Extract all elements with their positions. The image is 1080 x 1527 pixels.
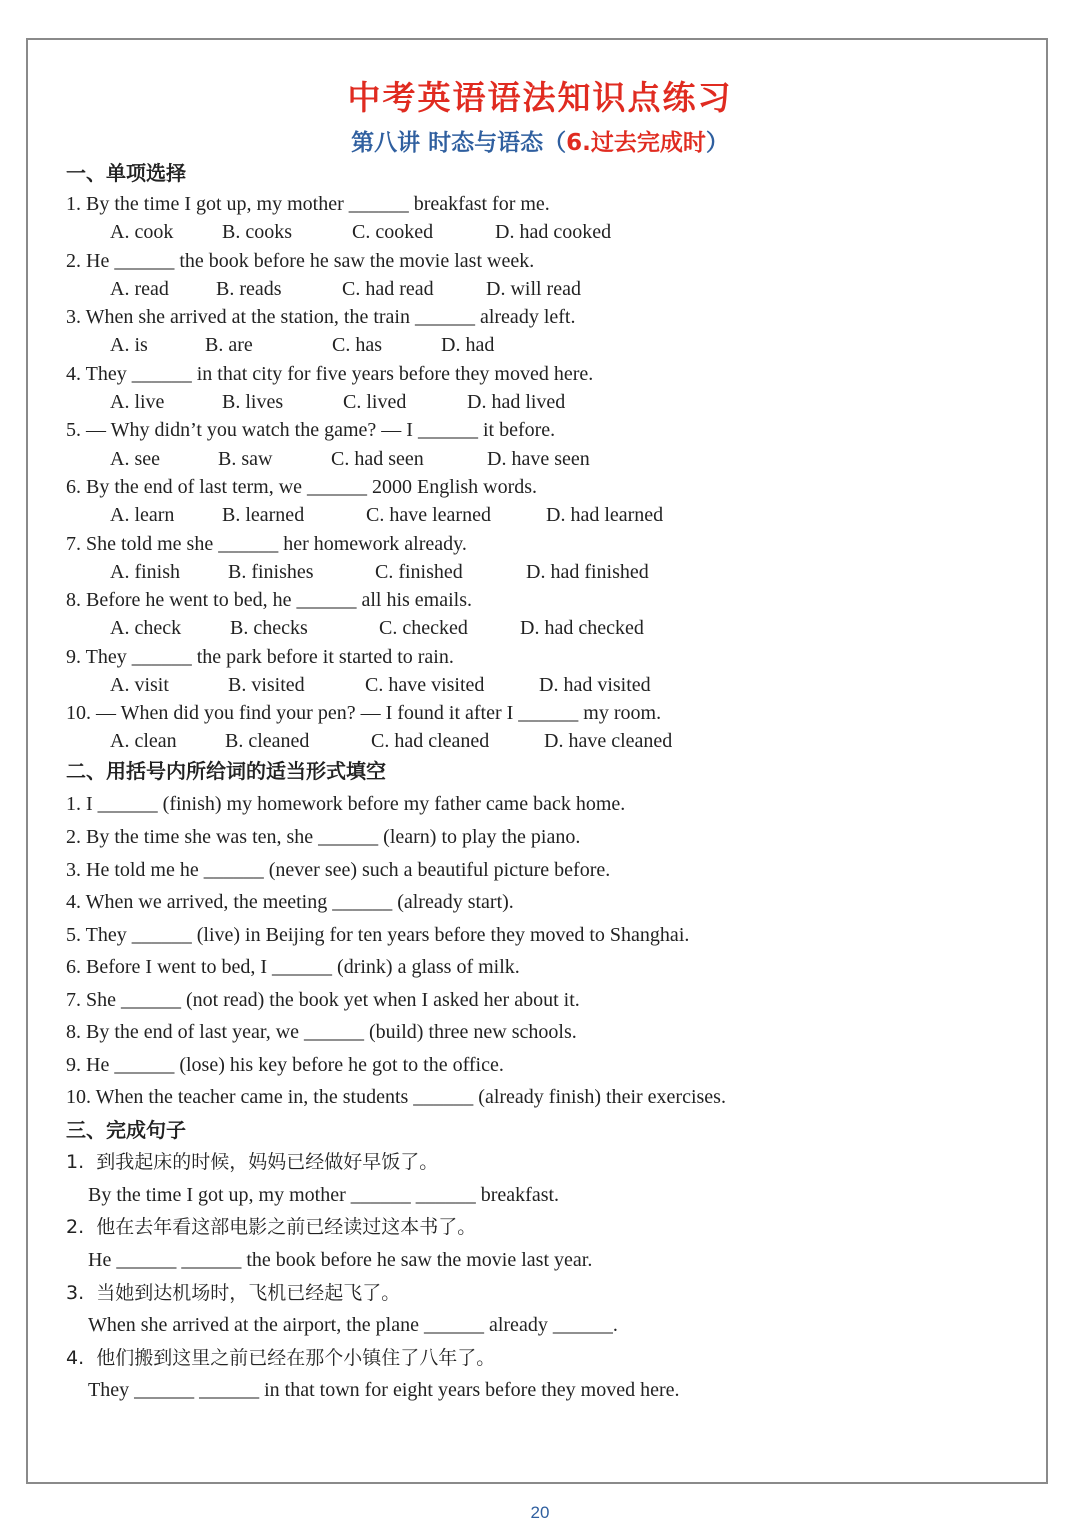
page-subtitle [0,124,1080,157]
subtitle-topic: 6.过去完成时 [566,130,706,156]
mc-question: 10. — When did you find your pen? — I found it after I ______ my room. [66,702,662,724]
english-sentence: He ______ ______ the book before he saw the movie last year. [88,1249,593,1271]
mc-question: 4. They ______ in that city for five years before they moved here. [66,363,594,385]
option-a: A. finish [110,561,180,583]
option-b: B. learned [222,504,305,526]
option-c: C. finished [375,561,463,583]
option-a: A. is [110,334,148,356]
option-b: B. visited [228,674,305,696]
option-b: B. lives [222,391,284,413]
mc-question: 5. — Why didn’t you watch the game? — I ______ it before. [66,419,556,441]
option-d: D. had learned [546,504,664,526]
option-b: B. are [205,334,253,356]
chinese-sentence: 2. 他在去年看这部电影之前已经读过这本书了。 [66,1216,477,1238]
option-a: A. see [110,448,160,470]
option-c: C. had cleaned [371,730,490,752]
option-d: D. have seen [487,448,590,470]
mc-question: 8. Before he went to bed, he ______ all his emails. [66,589,473,611]
option-a: A. learn [110,504,175,526]
option-b: B. cleaned [225,730,310,752]
option-a: A. cook [110,221,174,243]
option-b: B. finishes [228,561,314,583]
option-d: D. had lived [467,391,566,413]
fill-item: 3. He told me he ______ (never see) such a beautiful picture before. [66,859,611,881]
option-d: D. have cleaned [544,730,673,752]
mc-question: 9. They ______ the park before it started to rain. [66,646,454,668]
option-c: C. have visited [365,674,485,696]
mc-question: 3. When she arrived at the station, the train ______ already left. [66,306,576,328]
option-c: C. had read [342,278,434,300]
option-d: D. had cooked [495,221,612,243]
fill-item: 1. I ______ (finish) my homework before my father came back home. [66,793,626,815]
option-c: C. have learned [366,504,491,526]
chinese-sentence: 1. 到我起床的时候，妈妈已经做好早饭了。 [66,1151,439,1173]
mc-question: 7. She told me she ______ her homework already. [66,533,467,555]
option-a: A. clean [110,730,177,752]
option-d: D. had checked [520,617,644,639]
option-b: B. checks [230,617,308,639]
subtitle-lecture: 第八讲 时态与语态（ [351,130,567,156]
option-a: A. read [110,278,169,300]
fill-item: 6. Before I went to bed, I ______ (drink) a glass of milk. [66,956,520,978]
page-number: 20 [530,1503,550,1522]
option-d: D. had visited [539,674,651,696]
english-sentence: When she arrived at the airport, the plane ______ already ______. [88,1314,618,1336]
chinese-sentence: 4. 他们搬到这里之前已经在那个小镇住了八年了。 [66,1347,496,1369]
option-d: D. will read [486,278,581,300]
fill-item: 8. By the end of last year, we ______ (build) three new schools. [66,1021,577,1043]
option-c: C. cooked [352,221,434,243]
option-a: A. check [110,617,182,639]
english-sentence: They ______ ______ in that town for eight years before they moved here. [88,1379,680,1401]
mc-question: 1. By the time I got up, my mother ______ breakfast for me. [66,193,550,215]
mc-question: 2. He ______ the book before he saw the movie last week. [66,250,535,272]
fill-item: 10. When the teacher came in, the students ______ (already finish) their exercises. [66,1086,726,1108]
subtitle-close: ） [705,130,729,156]
section1-heading: 一、单项选择 [66,161,186,185]
option-d: D. had finished [526,561,649,583]
option-a: A. live [110,391,165,413]
english-sentence: By the time I got up, my mother ______ ______ breakfast. [88,1184,560,1206]
section2-heading: 二、用括号内所给词的适当形式填空 [66,759,386,783]
option-c: C. checked [379,617,468,639]
option-a: A. visit [110,674,169,696]
page-title: 中考英语语法知识点练习 [347,78,733,117]
option-b: B. reads [216,278,282,300]
fill-item: 2. By the time she was ten, she ______ (learn) to play the piano. [66,826,581,848]
fill-item: 5. They ______ (live) in Beijing for ten years before they moved to Shanghai. [66,924,690,946]
option-b: B. cooks [222,221,292,243]
section3-heading: 三、完成句子 [66,1118,186,1142]
fill-item: 7. She ______ (not read) the book yet when I asked her about it. [66,989,580,1011]
mc-question: 6. By the end of last term, we ______ 2000 English words. [66,476,538,498]
option-b: B. saw [218,448,273,470]
fill-item: 9. He ______ (lose) his key before he got to the office. [66,1054,504,1076]
option-c: C. had seen [331,448,424,470]
option-d: D. had [441,334,495,356]
option-c: C. lived [343,391,407,413]
chinese-sentence: 3. 当她到达机场时，飞机已经起飞了。 [66,1282,401,1304]
fill-item: 4. When we arrived, the meeting ______ (already start). [66,891,514,913]
option-c: C. has [332,334,382,356]
